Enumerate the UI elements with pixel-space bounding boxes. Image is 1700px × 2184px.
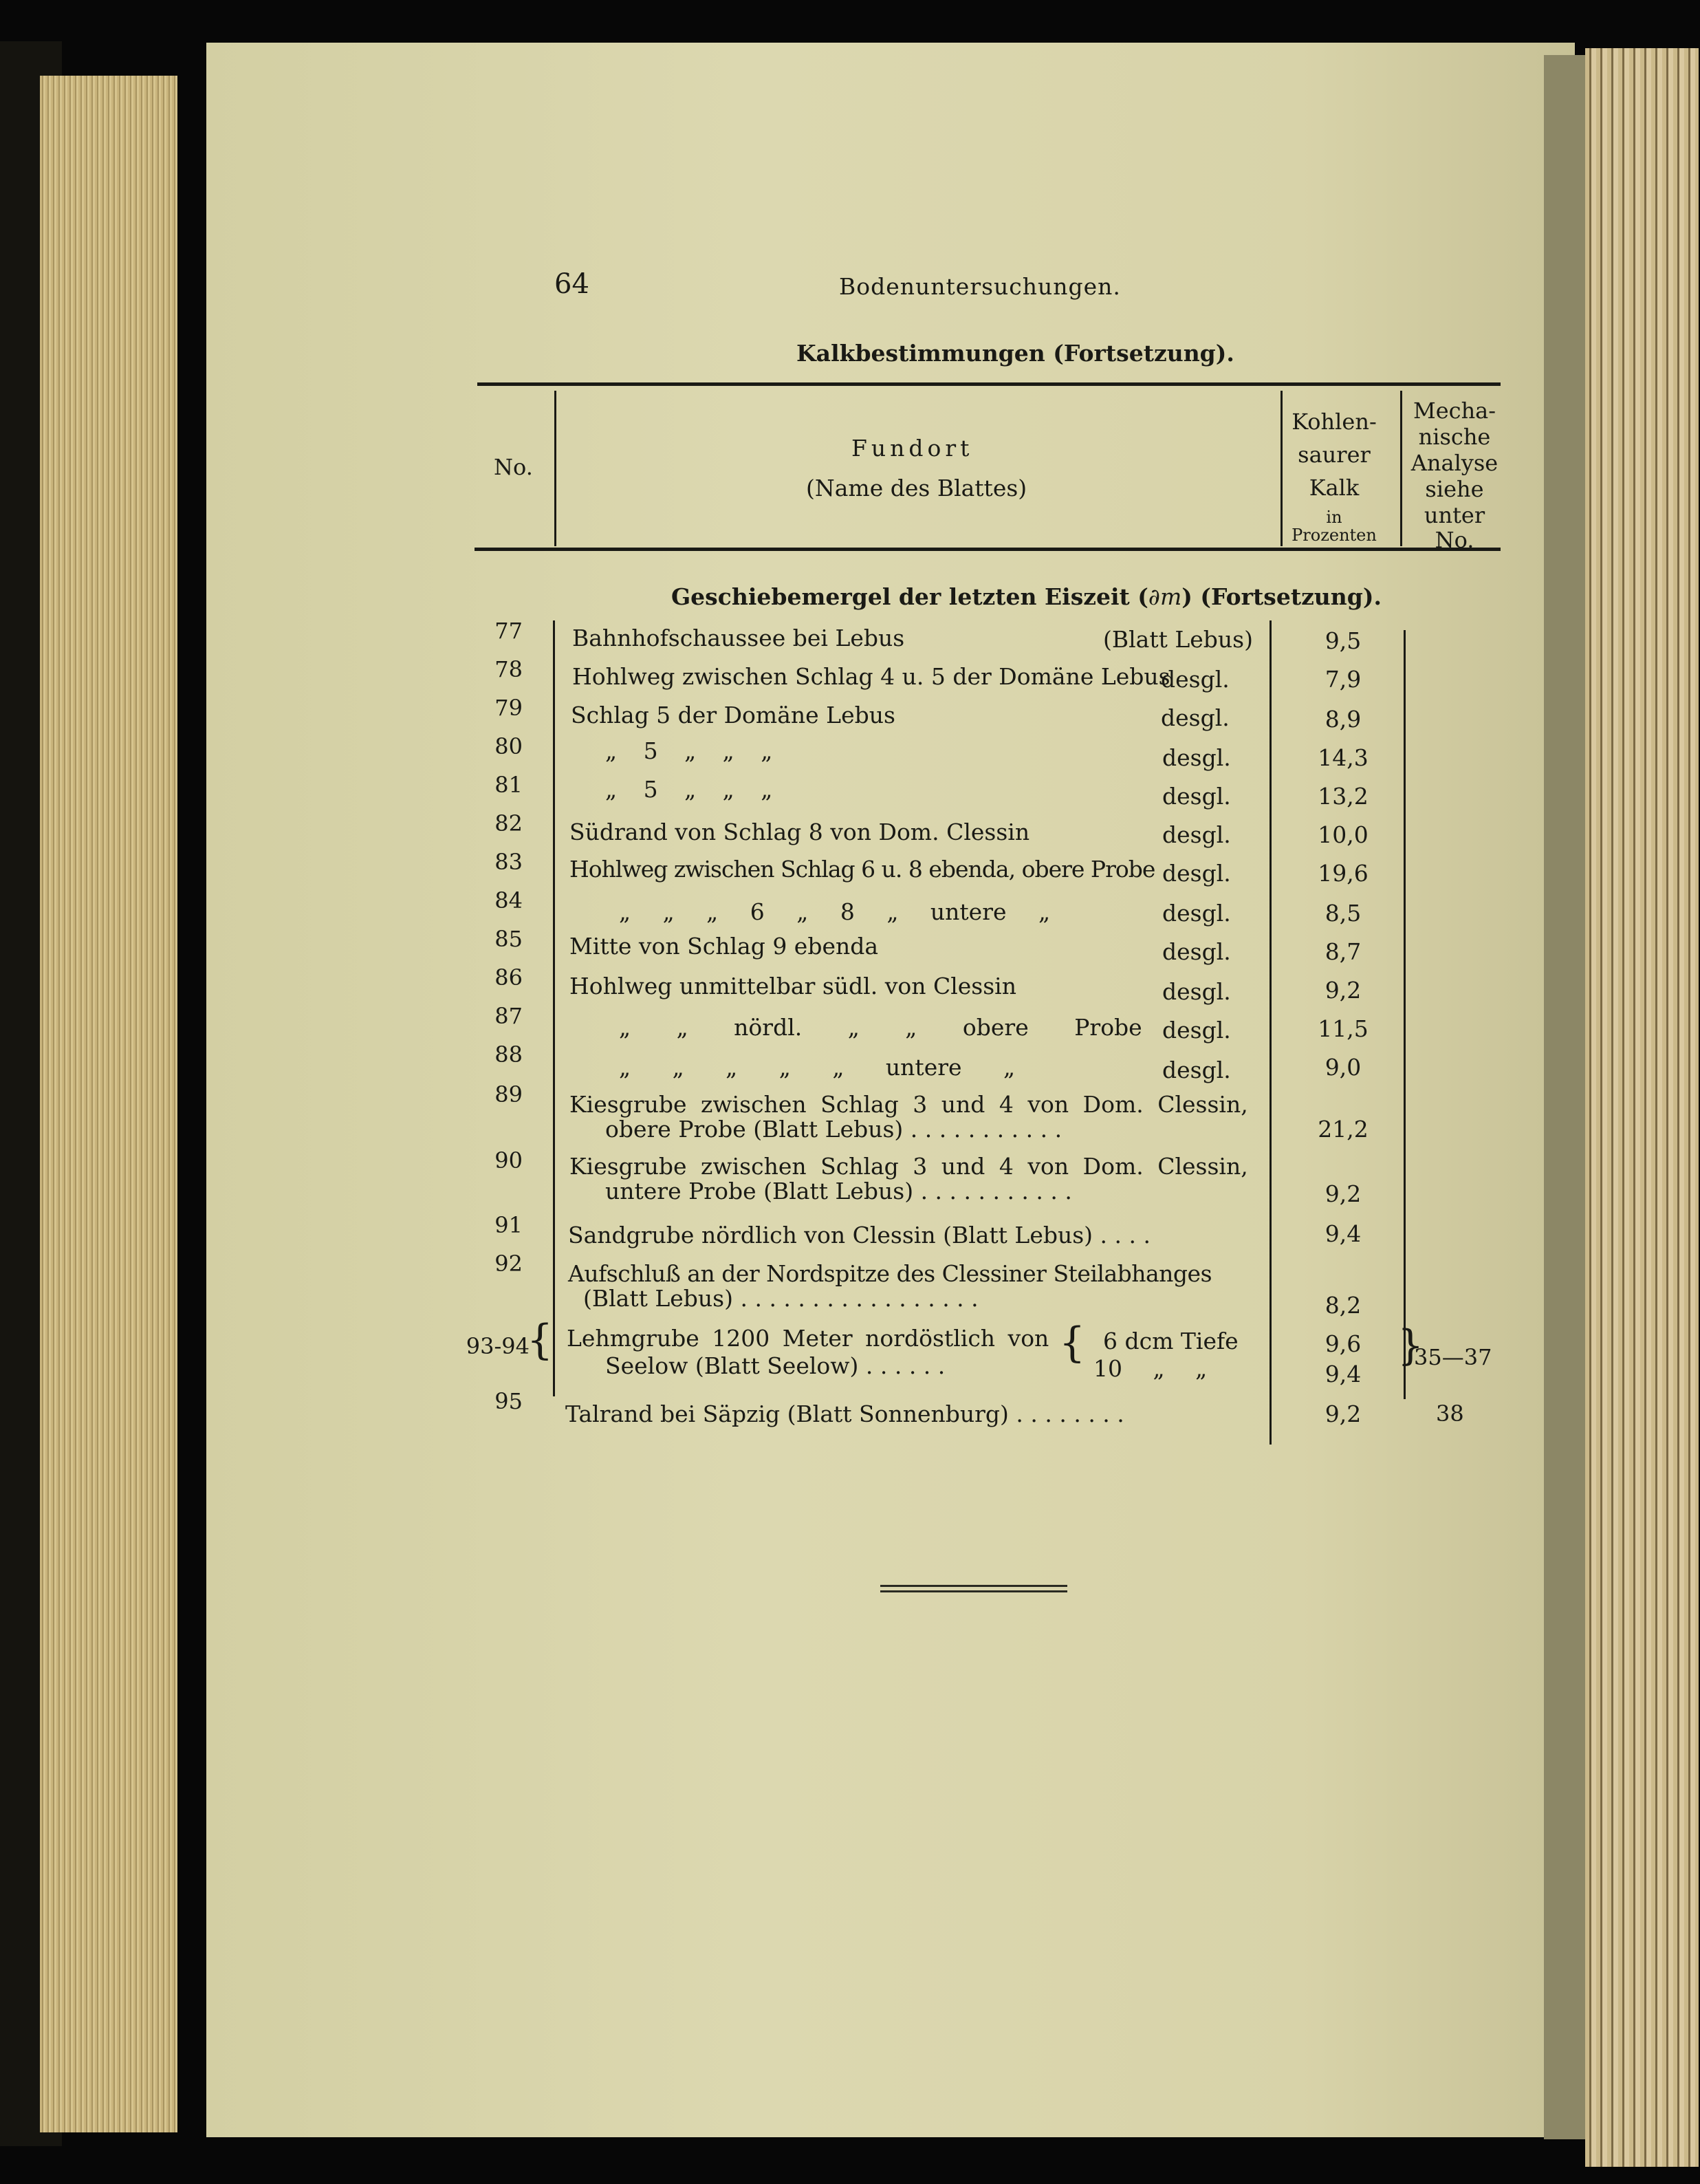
row-blatt: desgl. — [1161, 704, 1230, 731]
row-depth: 10 „ „ — [1093, 1355, 1208, 1382]
table-header-rule — [475, 548, 1501, 551]
column-rule-no — [554, 391, 556, 546]
row-fundort: Aufschluß an der Nordspitze des Clessiner Steilabhanges — [568, 1260, 1212, 1287]
row-value: 11,5 — [1318, 1015, 1369, 1042]
page-edges-left — [40, 76, 177, 2132]
row-value: 7,9 — [1325, 666, 1362, 693]
row-value: 10,0 — [1318, 821, 1369, 848]
column-rule-kalk — [1281, 391, 1283, 546]
row-value: 9,0 — [1325, 1054, 1362, 1081]
row-fundort: Südrand von Schlag 8 von Dom. Clessin — [569, 819, 1030, 845]
row-number: 80 — [494, 733, 523, 759]
header-kalk-line: Kohlen- — [1292, 409, 1377, 435]
header-fundort: Fundort — [851, 435, 974, 462]
row-fundort: Kiesgrube zwischen Schlag 3 und 4 von Dom. Clessin, — [569, 1153, 1248, 1180]
row-fundort: „ 5 „ „ „ — [605, 776, 773, 803]
row-number: 87 — [494, 1003, 523, 1029]
row-value: 9,2 — [1325, 1180, 1362, 1207]
header-mech-line: No. — [1435, 527, 1474, 553]
row-number: 88 — [494, 1041, 523, 1068]
row-value: 14,3 — [1318, 744, 1369, 771]
row-value: 8,7 — [1325, 938, 1362, 965]
row-fundort: Mitte von Schlag 9 ebenda — [569, 933, 879, 960]
table-top-rule — [477, 382, 1501, 386]
column-rule-mech — [1400, 391, 1402, 546]
header-kalk-small: in — [1326, 508, 1342, 527]
row-number: 92 — [494, 1251, 523, 1277]
header-kalk-line: saurer — [1298, 442, 1371, 468]
row-fundort: Schlag 5 der Domäne Lebus — [571, 702, 895, 728]
row-value: 21,2 — [1318, 1116, 1369, 1143]
section-heading-text: Geschiebemergel der letzten Eiszeit ( — [671, 583, 1148, 610]
row-fundort-cont: Seelow (Blatt Seelow) . . . . . . — [605, 1352, 946, 1379]
row-number: 91 — [494, 1212, 523, 1238]
row-value: 9,4 — [1325, 1220, 1362, 1247]
row-fundort: Talrand bei Säpzig (Blatt Sonnenburg) . . . . . . . . — [565, 1401, 1124, 1427]
row-fundort: „ 5 „ „ „ — [605, 737, 773, 764]
row-fundort: Hohlweg zwischen Schlag 6 u. 8 ebenda, obere Probe — [569, 856, 1155, 883]
row-fundort-cont: obere Probe (Blatt Lebus) . . . . . . . . . . . — [605, 1116, 1062, 1143]
row-number: 84 — [494, 887, 523, 913]
row-fundort: „ „ „ „ „ untere „ — [619, 1054, 1016, 1081]
row-fundort: Sandgrube nördlich von Clessin (Blatt Lebus) . . . . — [568, 1222, 1151, 1248]
header-kalk-line: Kalk — [1309, 475, 1360, 501]
row-mech: 35—37 — [1414, 1344, 1492, 1370]
row-value: 9,2 — [1325, 1401, 1362, 1427]
row-blatt: desgl. — [1162, 821, 1231, 848]
row-blatt: desgl. — [1162, 978, 1231, 1005]
row-number: 81 — [494, 772, 523, 798]
row-brace: } — [1397, 1321, 1424, 1370]
row-brace: { — [527, 1316, 554, 1364]
row-number: 89 — [494, 1081, 523, 1107]
section-heading — [671, 583, 1382, 610]
row-blatt: desgl. — [1161, 666, 1230, 693]
row-value: 9,6 — [1325, 1330, 1362, 1357]
row-number: 77 — [494, 618, 523, 644]
header-mech-line: Mecha- — [1413, 398, 1496, 424]
row-number: 78 — [494, 656, 523, 682]
row-blatt: desgl. — [1162, 860, 1231, 887]
row-blatt: (Blatt Lebus) — [1103, 626, 1253, 653]
header-kalk-small: Prozenten — [1292, 526, 1377, 545]
row-blatt: desgl. — [1162, 783, 1231, 810]
row-number: 83 — [494, 849, 523, 875]
row-fundort: „ „ nördl. „ „ obere Probe — [619, 1014, 1142, 1041]
row-number: 93-94 — [466, 1333, 530, 1359]
row-fundort: Hohlweg unmittelbar südl. von Clessin — [569, 973, 1016, 999]
row-fundort: „ „ „ 6 „ 8 „ untere „ — [619, 898, 1051, 925]
row-blatt: desgl. — [1162, 1057, 1231, 1083]
end-rule — [880, 1585, 1067, 1587]
section-symbol: ∂m — [1148, 583, 1182, 610]
header-mech-line: Analyse — [1410, 450, 1499, 476]
body-rule-no — [553, 620, 555, 1396]
row-value: 19,6 — [1318, 860, 1369, 887]
row-value: 13,2 — [1318, 783, 1369, 810]
book-gutter — [1544, 55, 1585, 2139]
page-edges-right — [1585, 48, 1699, 2167]
body-rule-mech — [1404, 630, 1406, 1399]
row-fundort: Kiesgrube zwischen Schlag 3 und 4 von Dom. Clessin, — [569, 1091, 1248, 1118]
row-blatt: desgl. — [1162, 1017, 1231, 1044]
row-value: 8,5 — [1325, 900, 1362, 927]
section-heading-end: ) (Fortsetzung). — [1181, 583, 1382, 610]
row-number: 90 — [494, 1147, 523, 1174]
row-fundort: Hohlweg zwischen Schlag 4 u. 5 der Domäne Lebus — [572, 663, 1170, 690]
row-number: 82 — [494, 810, 523, 836]
page-number: 64 — [554, 268, 589, 300]
header-fundort-sub: (Name des Blattes) — [806, 475, 1027, 501]
row-number: 79 — [494, 695, 523, 721]
header-mech-line: unter — [1424, 502, 1485, 528]
row-number: 95 — [494, 1388, 523, 1414]
row-value: 9,5 — [1325, 627, 1362, 654]
body-rule-kalk — [1269, 620, 1272, 1445]
row-mech: 38 — [1436, 1401, 1464, 1427]
row-fundort-cont: untere Probe (Blatt Lebus) . . . . . . . . . . . — [605, 1178, 1072, 1204]
running-head: Bodenuntersuchungen. — [839, 273, 1121, 300]
header-no: No. — [494, 454, 533, 480]
row-value: 8,9 — [1325, 706, 1362, 733]
row-number: 86 — [494, 964, 523, 991]
header-mech-line: siehe — [1425, 476, 1484, 502]
row-brace: { — [1059, 1319, 1086, 1367]
row-value: 9,2 — [1325, 977, 1362, 1004]
row-blatt: desgl. — [1162, 744, 1231, 771]
end-rule — [880, 1590, 1067, 1592]
table-caption: Kalkbestimmungen (Fortsetzung). — [796, 340, 1234, 367]
row-blatt: desgl. — [1162, 900, 1231, 927]
row-fundort-cont: (Blatt Lebus) . . . . . . . . . . . . . . . . . — [583, 1285, 979, 1312]
row-value: 8,2 — [1325, 1292, 1362, 1319]
row-depth: 6 dcm Tiefe — [1103, 1328, 1239, 1354]
row-fundort: Lehmgrube 1200 Meter nordöstlich von — [567, 1325, 1049, 1352]
row-fundort: Bahnhofschaussee bei Lebus — [572, 625, 905, 651]
header-mech-line: nische — [1418, 424, 1491, 450]
row-value: 9,4 — [1325, 1361, 1362, 1387]
row-blatt: desgl. — [1162, 938, 1231, 965]
row-number: 85 — [494, 926, 523, 952]
